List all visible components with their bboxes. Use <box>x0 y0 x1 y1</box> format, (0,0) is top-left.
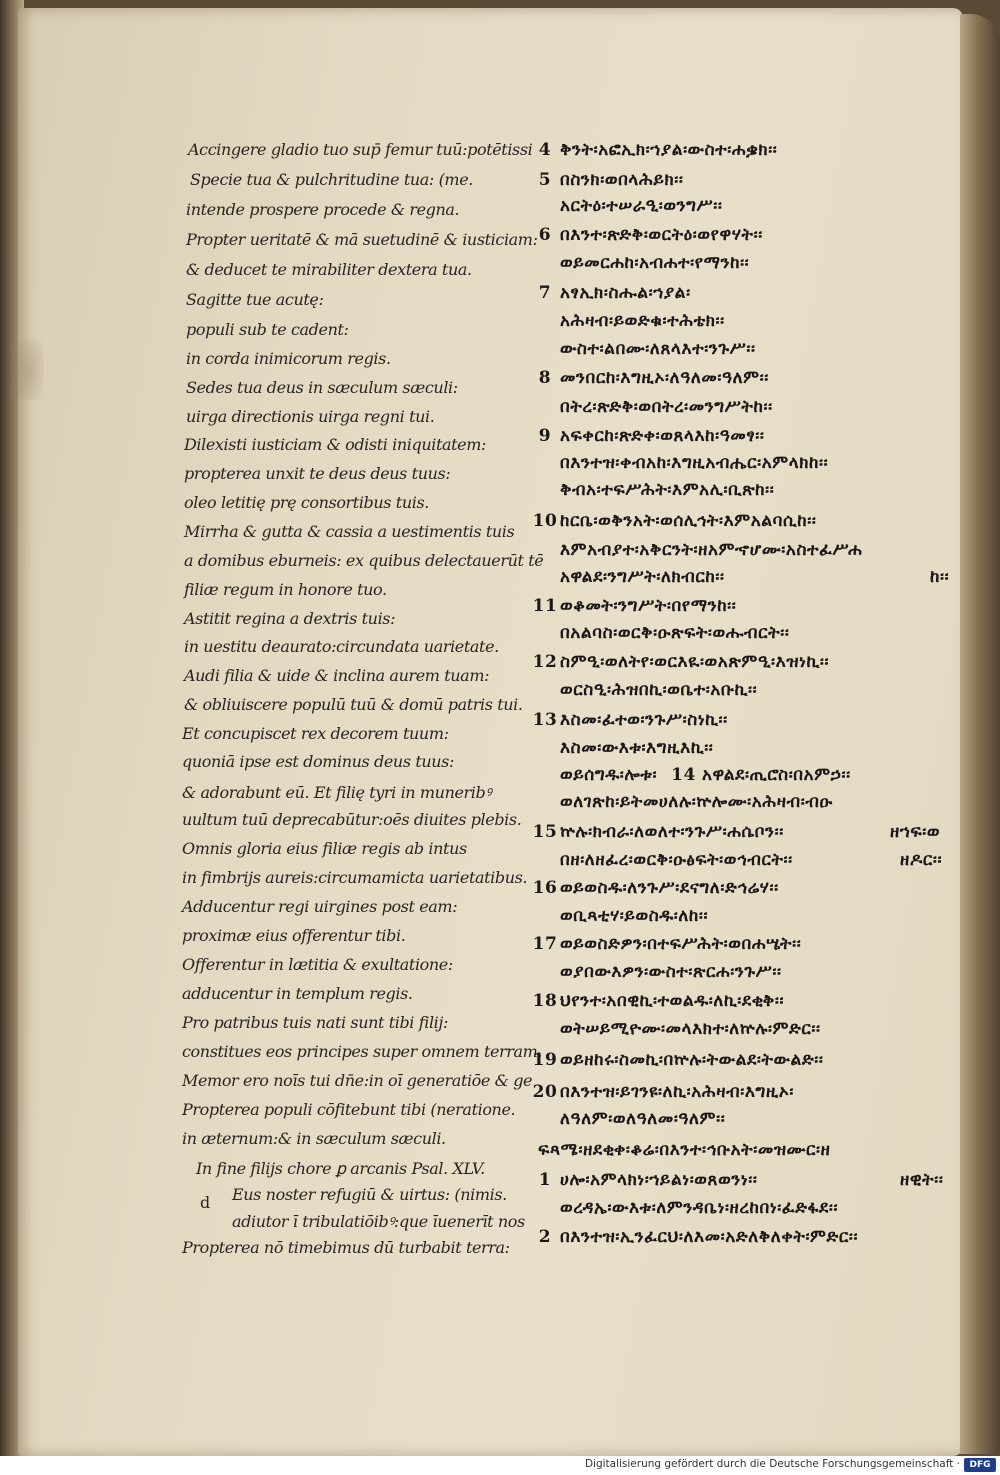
ethiopic-text: በዘ፡ለዘፈረ፡ወርቅ፡ዑፅፍት፡ወኅብርት፡፡ <box>560 850 793 870</box>
ethiopic-line <box>530 906 708 926</box>
ethiopic-text: በስንክ፡ወበላሕይክ፡፡ <box>560 170 684 190</box>
latin-line: propterea unxit te deus deus tuus: <box>184 464 451 483</box>
ethiopic-tail: ዘዊት፡፡ <box>900 1170 944 1190</box>
latin-line: Audi filia & uide & inclina aurem tuam: <box>184 666 490 685</box>
verse-number: 7 <box>538 283 552 303</box>
ethiopic-tail: ዘኀፍ፡ወ <box>890 822 941 842</box>
ethiopic-text: አዋልደ፡ንግሥት፡ለክብርከ፡፡ <box>560 567 725 587</box>
latin-line: Offerentur in lætitia & exultatione: <box>182 955 453 974</box>
ethiopic-text: ወቢጻቲሃ፡ይወስዱ፡ለከ፡፡ <box>560 906 709 926</box>
ethiopic-text: ወረዳኤ፡ውእቱ፡ለምንዳቤነ፡ዘረከበነ፡ፈድፋደ፡፡ <box>560 1198 839 1218</box>
latin-line: Omnis gloria eius filiæ regis ab intus <box>182 839 467 858</box>
ethiopic-text: ወያበውእዎን፡ውስተ፡ጽርሐ፡ንጉሥ፡፡ <box>560 962 782 982</box>
ethiopic-text: ለዓለም፡ወለዓለመ፡ዓለም፡፡ <box>560 1109 726 1129</box>
latin-line: Pro patribus tuis nati sunt tibi filij: <box>182 1013 448 1032</box>
ethiopic-line <box>530 652 829 672</box>
ethiopic-line <box>530 1109 725 1129</box>
ethiopic-text: ውስተ፡ልበሙ፡ለጸላእተ፡ንጉሥ፡፡ <box>560 339 756 359</box>
ethiopic-text: ኵሉ፡ክብራ፡ለወለተ፡ንጉሥ፡ሐሴቦን፡፡ <box>560 822 784 842</box>
ethiopic-text: ቅንት፡አፎኢክ፡ኀያል፡ውስተ፡ሐቌክ፡፡ <box>560 140 778 160</box>
ethiopic-line <box>530 934 801 954</box>
ethiopic-line <box>530 1170 944 1190</box>
latin-line: Memor ero noīs tui dn̄e:in oī generatiōe & ge <box>182 1071 533 1090</box>
ethiopic-text: ወርስዒ፡ሕዝበኪ፡ወቤተ፡አቡኪ፡፡ <box>560 680 758 700</box>
latin-line: Sedes tua deus in sæculum sæculi: <box>186 378 458 397</box>
ethiopic-line <box>530 567 950 587</box>
latin-line: & obliuiscere populū tuū & domū patris tui. <box>184 695 523 714</box>
verse-number: 16 <box>532 878 558 898</box>
ethiopic-text: ከርቤ፡ወቅንአት፡ወሰሊኅት፡እምአልባሲከ፡፡ <box>560 511 817 531</box>
latin-line: & deducet te mirabiliter dextera tua. <box>186 260 472 279</box>
latin-line: Mirrha & gutta & cassia a uestimentis tuis <box>184 522 515 541</box>
latin-line: proximæ eius offerentur tibi. <box>182 926 406 945</box>
ethiopic-text: ስምዒ፡ወለትየ፡ወርእዪ፡ወአጽምዒ፡እዝነኪ፡፡ <box>560 652 830 672</box>
ethiopic-line <box>530 1227 858 1247</box>
verse-number: 13 <box>532 710 558 730</box>
latin-line: adiutor ī tribulatiōibꝰ:que īuenerīt nos <box>232 1212 525 1231</box>
ethiopic-line <box>530 511 816 531</box>
latin-line: adducentur in templum regis. <box>182 984 413 1003</box>
ethiopic-line <box>530 878 779 898</box>
ethiopic-line <box>530 680 757 700</box>
ethiopic-text: እስመ፡ውእቱ፡እግዚእኪ፡፡ <box>560 738 714 758</box>
verse-number: 18 <box>532 991 558 1011</box>
ethiopic-line <box>530 170 683 190</box>
latin-line: Astitit regina a dextris tuis: <box>184 609 396 628</box>
latin-line: constitues eos principes super omnem terram. <box>182 1042 543 1061</box>
ethiopic-line <box>530 253 749 273</box>
latin-line: uirga directionis uirga regni tui. <box>186 407 435 426</box>
latin-line: Propterea populi cōfitebunt tibi (neratione. <box>182 1100 516 1119</box>
ethiopic-text: በእንተዝ፡ይገንዩ፡ለኪ፡አሕዛብ፡እግዚኦ፡ <box>560 1082 795 1102</box>
ethiopic-line <box>530 596 736 616</box>
ethiopic-line <box>530 283 691 303</box>
ethiopic-line <box>530 426 764 446</box>
ethiopic-line <box>530 196 723 216</box>
ethiopic-text: በእንተዝ፡ቀብአከ፡እግዚአብሔር፡አምላክከ፡፡ <box>560 453 829 473</box>
ethiopic-text: ወይወስድዎን፡በተፍሥሕት፡ወበሐሤት፡፡ <box>560 934 802 954</box>
ethiopic-line <box>530 850 943 870</box>
verse-number: 15 <box>532 822 558 842</box>
ethiopic-line <box>530 962 782 982</box>
latin-line: Eus noster refugiū & uirtus: (nimis. <box>232 1185 507 1204</box>
ethiopic-line <box>530 453 828 473</box>
ethiopic-line <box>530 140 777 160</box>
ethiopic-text: ወይወስዱ፡ለንጉሥ፡ደናግለ፡ድኅሬሃ፡፡ <box>560 878 779 898</box>
ethiopic-text: ወይሰግዱ፡ሎቱ፡ <box>560 765 658 785</box>
ethiopic-text: በእንተ፡ጽድቅ፡ወርትዕ፡ወየዋሃት፡፡ <box>560 225 763 245</box>
latin-line: in corda inimicorum regis. <box>186 349 391 368</box>
ethiopic-text: አሕዛብ፡ይወድቁ፡ተሕቴክ፡፡ <box>560 311 725 331</box>
latin-line: Dilexisti iusticiam & odisti iniquitatem: <box>184 435 486 454</box>
ethiopic-text: ወቆመት፡ንግሥት፡በየማንከ፡፡ <box>560 596 737 616</box>
latin-line: Adducentur regi uirgines post eam: <box>182 897 458 916</box>
latin-line: filiæ regum in honore tuo. <box>184 580 387 599</box>
ethiopic-line <box>530 1019 821 1039</box>
latin-line: a domibus eburneis: ex quibus delectauerūt tē <box>184 551 544 570</box>
ethiopic-text: በአልባስ፡ወርቅ፡ዑጽፍት፡ወሑብርት፡፡ <box>560 623 790 643</box>
ethiopic-line <box>530 540 862 560</box>
latin-line: intende prospere procede & regna. <box>186 200 460 219</box>
drop-cap: d <box>200 1193 211 1212</box>
ethiopic-line <box>530 1082 794 1102</box>
latin-line: Et concupiscet rex decorem tuum: <box>182 724 449 743</box>
ethiopic-line <box>530 738 713 758</box>
ethiopic-line <box>530 339 756 359</box>
latin-line: Accingere gladio tuo sup̄ femur tuū:potētissi <box>188 140 533 159</box>
ethiopic-line <box>530 1198 838 1218</box>
ethiopic-text: አፃኢክ፡ስሑል፡ኀያል፡ <box>560 283 691 303</box>
verse-number: 20 <box>532 1082 558 1102</box>
verse-number: 6 <box>538 225 552 245</box>
page-fore-edge <box>960 14 1000 1454</box>
verse-number: 14 <box>671 765 696 785</box>
latin-line: Specie tua & pulchritudine tua: (me. <box>190 170 473 189</box>
verse-number: 10 <box>532 511 558 531</box>
ethiopic-text: ወይመርሐከ፡አብሐተ፡የማንከ፡፡ <box>560 253 750 273</box>
ethiopic-text: ህየንተ፡አበዊኪ፡ተወልዱ፡ለኪ፡ደቂቅ፡፡ <box>560 991 785 1011</box>
verse-number: 17 <box>532 934 558 954</box>
latin-line: Sagitte tue acutę: <box>186 290 324 309</box>
psalm-heading: In fine filijs chore ꝑ arcanis Psal. XLV. <box>196 1159 485 1178</box>
latin-line: Propterea nō timebimus dū turbabit terra: <box>182 1238 510 1257</box>
ethiopic-line <box>530 1050 823 1070</box>
ethiopic-text: ሀሎ፡አምላክነ፡ኀይልነ፡ወጸወንነ፡፡ <box>560 1170 758 1190</box>
ethiopic-text: እምአብያተ፡አቅርንት፡ዘአምኆሆሙ፡አስተፈሥሐ <box>560 540 863 560</box>
funding-credit: Digitalisierung gefördert durch die Deutsche Forschungsgemeinschaft · <box>584 1458 960 1470</box>
ethiopic-line <box>530 397 773 417</box>
latin-line: populi sub te cadent: <box>186 320 349 339</box>
ethiopic-text: ወይዘከሩ፡ስመኪ፡በኵሉ፡ትውልደ፡ትውልድ፡፡ <box>560 1050 824 1070</box>
ethiopic-text: በትረ፡ጽድቅ፡ወበትረ፡መንግሥትከ፡፡ <box>560 397 773 417</box>
ethiopic-line <box>530 225 763 245</box>
latin-line: & adorabunt eū. Et filię tyri in muneribꝰ <box>182 783 492 802</box>
dfg-logo: DFG <box>964 1458 996 1472</box>
latin-line: in æternum:& in sæculum sæculi. <box>182 1129 446 1148</box>
latin-line: quoniā ipse est dominus deus tuus: <box>182 752 454 771</box>
ethiopic-line <box>530 368 769 388</box>
ethiopic-text: ፍጻሜ፡ዘደቂቀ፡ቆሬ፡በእንተ፡ኅቡአት፡መዝሙር፡ዘ <box>538 1140 831 1160</box>
ethiopic-text: ወትሠይሚዮሙ፡መላእክተ፡ለኵሉ፡ምድር፡፡ <box>560 1019 821 1039</box>
verse-number: 1 <box>538 1170 552 1190</box>
ethiopic-text: አዋልደ፡ጢሮስ፡በአምኃ፡፡ <box>701 765 851 785</box>
ethiopic-line <box>530 765 851 785</box>
verse-number: 2 <box>538 1227 552 1247</box>
ethiopic-text: ቅብአ፡ተፍሥሕት፡እምአሊ፡ቢጽከ፡፡ <box>560 480 775 500</box>
psalm-heading-ethiopic <box>538 1140 831 1160</box>
verse-number: 5 <box>538 170 552 190</box>
ethiopic-text: እስመ፡ፈተወ፡ንጉሥ፡ስነኪ፡፡ <box>560 710 728 730</box>
latin-line: uultum tuū deprecabūtur:oēs diuites plebis. <box>182 810 522 829</box>
ethiopic-text: ወለገጽከ፡ይትመሀለሉ፡ኵሎሙ፡አሕዛብ፡ብዑ <box>560 792 833 812</box>
ethiopic-tail: ከ፡፡ <box>930 567 950 587</box>
latin-line: oleo letitię prę consortibus tuis. <box>184 493 429 512</box>
latin-line: in uestitu deaurato:circundata uarietate. <box>184 637 499 656</box>
latin-line: Propter ueritatē & mā suetudinē & iusticiam: <box>186 230 538 249</box>
ethiopic-tail: ዘዶር፡፡ <box>900 850 943 870</box>
verse-number: 4 <box>538 140 552 160</box>
ethiopic-line <box>530 822 941 842</box>
verse-number: 9 <box>538 426 552 446</box>
ethiopic-line <box>530 710 728 730</box>
ethiopic-line <box>530 991 784 1011</box>
page-stain <box>14 340 44 400</box>
verse-number: 19 <box>532 1050 558 1070</box>
latin-line: in fimbrijs aureis:circumamicta uarietatibus. <box>182 868 528 887</box>
footer-bar <box>0 1456 1000 1475</box>
ethiopic-text: አርትዕ፡ተሠራዒ፡ወንግሥ፡፡ <box>560 196 723 216</box>
verse-number: 8 <box>538 368 552 388</box>
ethiopic-line <box>530 792 833 812</box>
ethiopic-text: መንበርከ፡እግዚኦ፡ለዓለመ፡ዓለም፡፡ <box>560 368 769 388</box>
ethiopic-text: በእንተዝ፡ኢንፈርህ፡ለእመ፡አድለቅለቀት፡ምድር፡፡ <box>560 1227 859 1247</box>
verse-number: 12 <box>532 652 558 672</box>
ethiopic-line <box>530 623 789 643</box>
ethiopic-line <box>530 311 725 331</box>
verse-number: 11 <box>532 596 558 616</box>
ethiopic-line <box>530 480 774 500</box>
ethiopic-text: አፍቀርከ፡ጽድቀ፡ወጸላእከ፡ዓመፃ፡፡ <box>560 426 765 446</box>
